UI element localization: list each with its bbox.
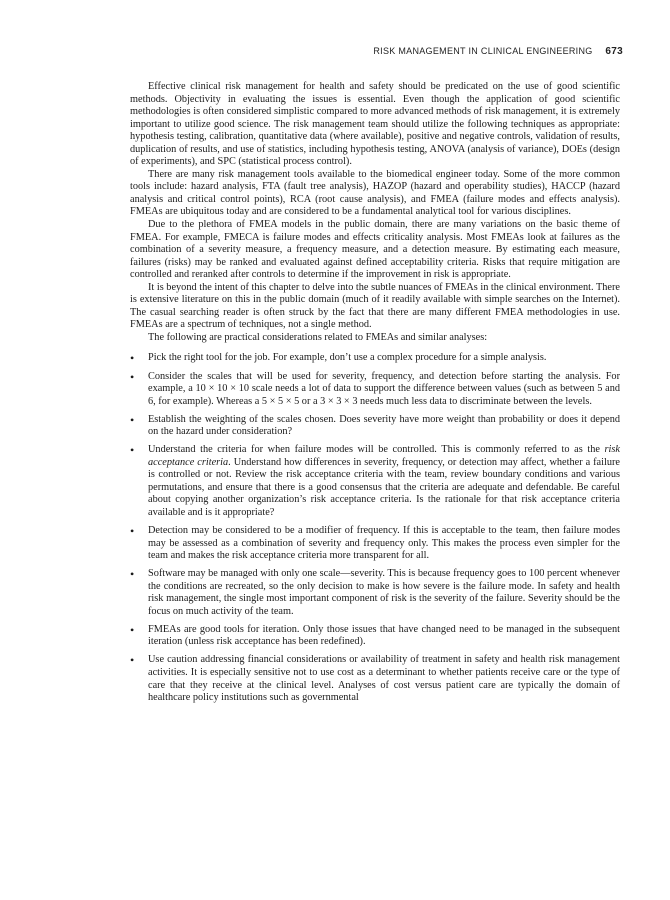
paragraph: There are many risk management tools available to the biomedical engineer today. Some of the more common tools include: hazard analysis, FTA (fault tree analysis), HAZOP (hazard and operability studies), HACCP (hazard analysis and critical control points), RCA (root cause analysis), and FMEA (failure modes and effects analysis). FMEAs are ubiquitous today and are considered to be a fundamental analytical tool for various disciplines.	[130, 168, 620, 218]
list-item-text: Understand the criteria for when failure modes will be controlled. This is commonly referred to as the	[148, 444, 605, 456]
running-header	[373, 46, 623, 57]
paragraph: Effective clinical risk management for health and safety should be predicated on the use of good scientific methods. Objectivity in evaluating the issues is essential. Even though the application of good scientific methodologies is often considered simplistic compared to more advanced methods of risk management, it is extremely important to utilize good science. The risk management team should utilize the following techniques as appropriate: hypothesis testing, calibration, quantitative data (where available), positive and negative controls, validation of results, duplication of results, and use of statistics, including hypothesis testing, ANOVA (analysis of variance), DOEs (design of experiments), and SPC (statistical process control).	[130, 81, 620, 168]
list-item	[130, 444, 620, 519]
considerations-list	[130, 352, 620, 704]
list-intro-paragraph: The following are practical considerations related to FMEAs and similar analyses:	[148, 331, 488, 343]
paragraph: Due to the plethora of FMEA models in the public domain, there are many variations on the basic theme of FMEA. For example, FMECA is failure modes and effects criticality analysis. Most FMEAs look at failures as the combination of a severity measure, a frequency measure, and a detection measure. By estimating each measure, failures (risks) may be ranked and evaluated against defined acceptability criteria. Risks that require mitigation are controlled and reranked after controls to determine if the improvement in risk is appropriate.	[130, 219, 620, 281]
body-text	[130, 81, 620, 710]
paragraph: It is beyond the intent of this chapter to delve into the subtle nuances of FMEAs in the clinical environment. There is extensive literature on this in the public domain (much of it readily available with simple searches on the Internet). The casual searching reader is often struck by the fact that there are many different FMEA methodologies in use. FMEAs are a spectrum of techniques, not a single method.	[130, 281, 620, 331]
list-item: • Establish the weighting of the scales chosen. Does severity have more weight than probability or does it depend on the hazard under consideration?	[130, 414, 620, 439]
page-number: 673	[605, 46, 623, 57]
list-item: • Software may be managed with only one scale—severity. This is because frequency goes to 100 percent whenever the conditions are recreated, so the only decision to make is how severe is the failure mode. In safety and health risk management, the single most important component of risk is the severity of the failure. Severity should be the focus on much activity of the team.	[130, 568, 620, 618]
emphasized-term: risk acceptance criteria	[148, 444, 620, 468]
list-item: • FMEAs are good tools for iteration. Only those issues that have changed need to be managed in the subsequent iteration (unless risk acceptance has been redefined).	[130, 624, 620, 649]
list-item: • Use caution addressing financial considerations or availability of treatment in safety and health risk management activities. It is especially sensitive not to use cost as a determinant to whether patients receive care or the type of care that they receive at the clinical level. Analyses of cost versus patient care are typically the domain of healthcare policy institutions such as governmental	[130, 654, 620, 704]
list-item-text: . Understand how differences in severity, frequency, or detection may affect, whether a failure is controlled or not. Review the risk acceptance criteria with the team, review boundary conditions and various permutations, and ensure that there is a good consensus that the criteria are adequate and defendable. Be careful about copying another organization’s risk acceptance criteria. Is the rationale for that risk acceptance criteria available and is it appropriate?	[148, 456, 620, 518]
list-item: • Consider the scales that will be used for severity, frequency, and detection before starting the analysis. For example, a 10 × 10 × 10 scale needs a lot of data to support the difference between values (such as between 5 and 6, for example). Whereas a 5 × 5 × 5 or a 3 × 3 × 3 needs much less data to discriminate between the levels.	[130, 371, 620, 409]
running-title: RISK MANAGEMENT IN CLINICAL ENGINEERING	[373, 46, 593, 56]
list-item: • Pick the right tool for the job. For example, don’t use a complex procedure for a simple analysis.	[130, 352, 620, 365]
list-item: • Detection may be considered to be a modifier of frequency. If this is acceptable to the team, then failure modes may be assessed as a combination of severity and frequency only. This makes the process even simpler for the team and makes the risk acceptance criteria more transparent for all.	[130, 525, 620, 563]
